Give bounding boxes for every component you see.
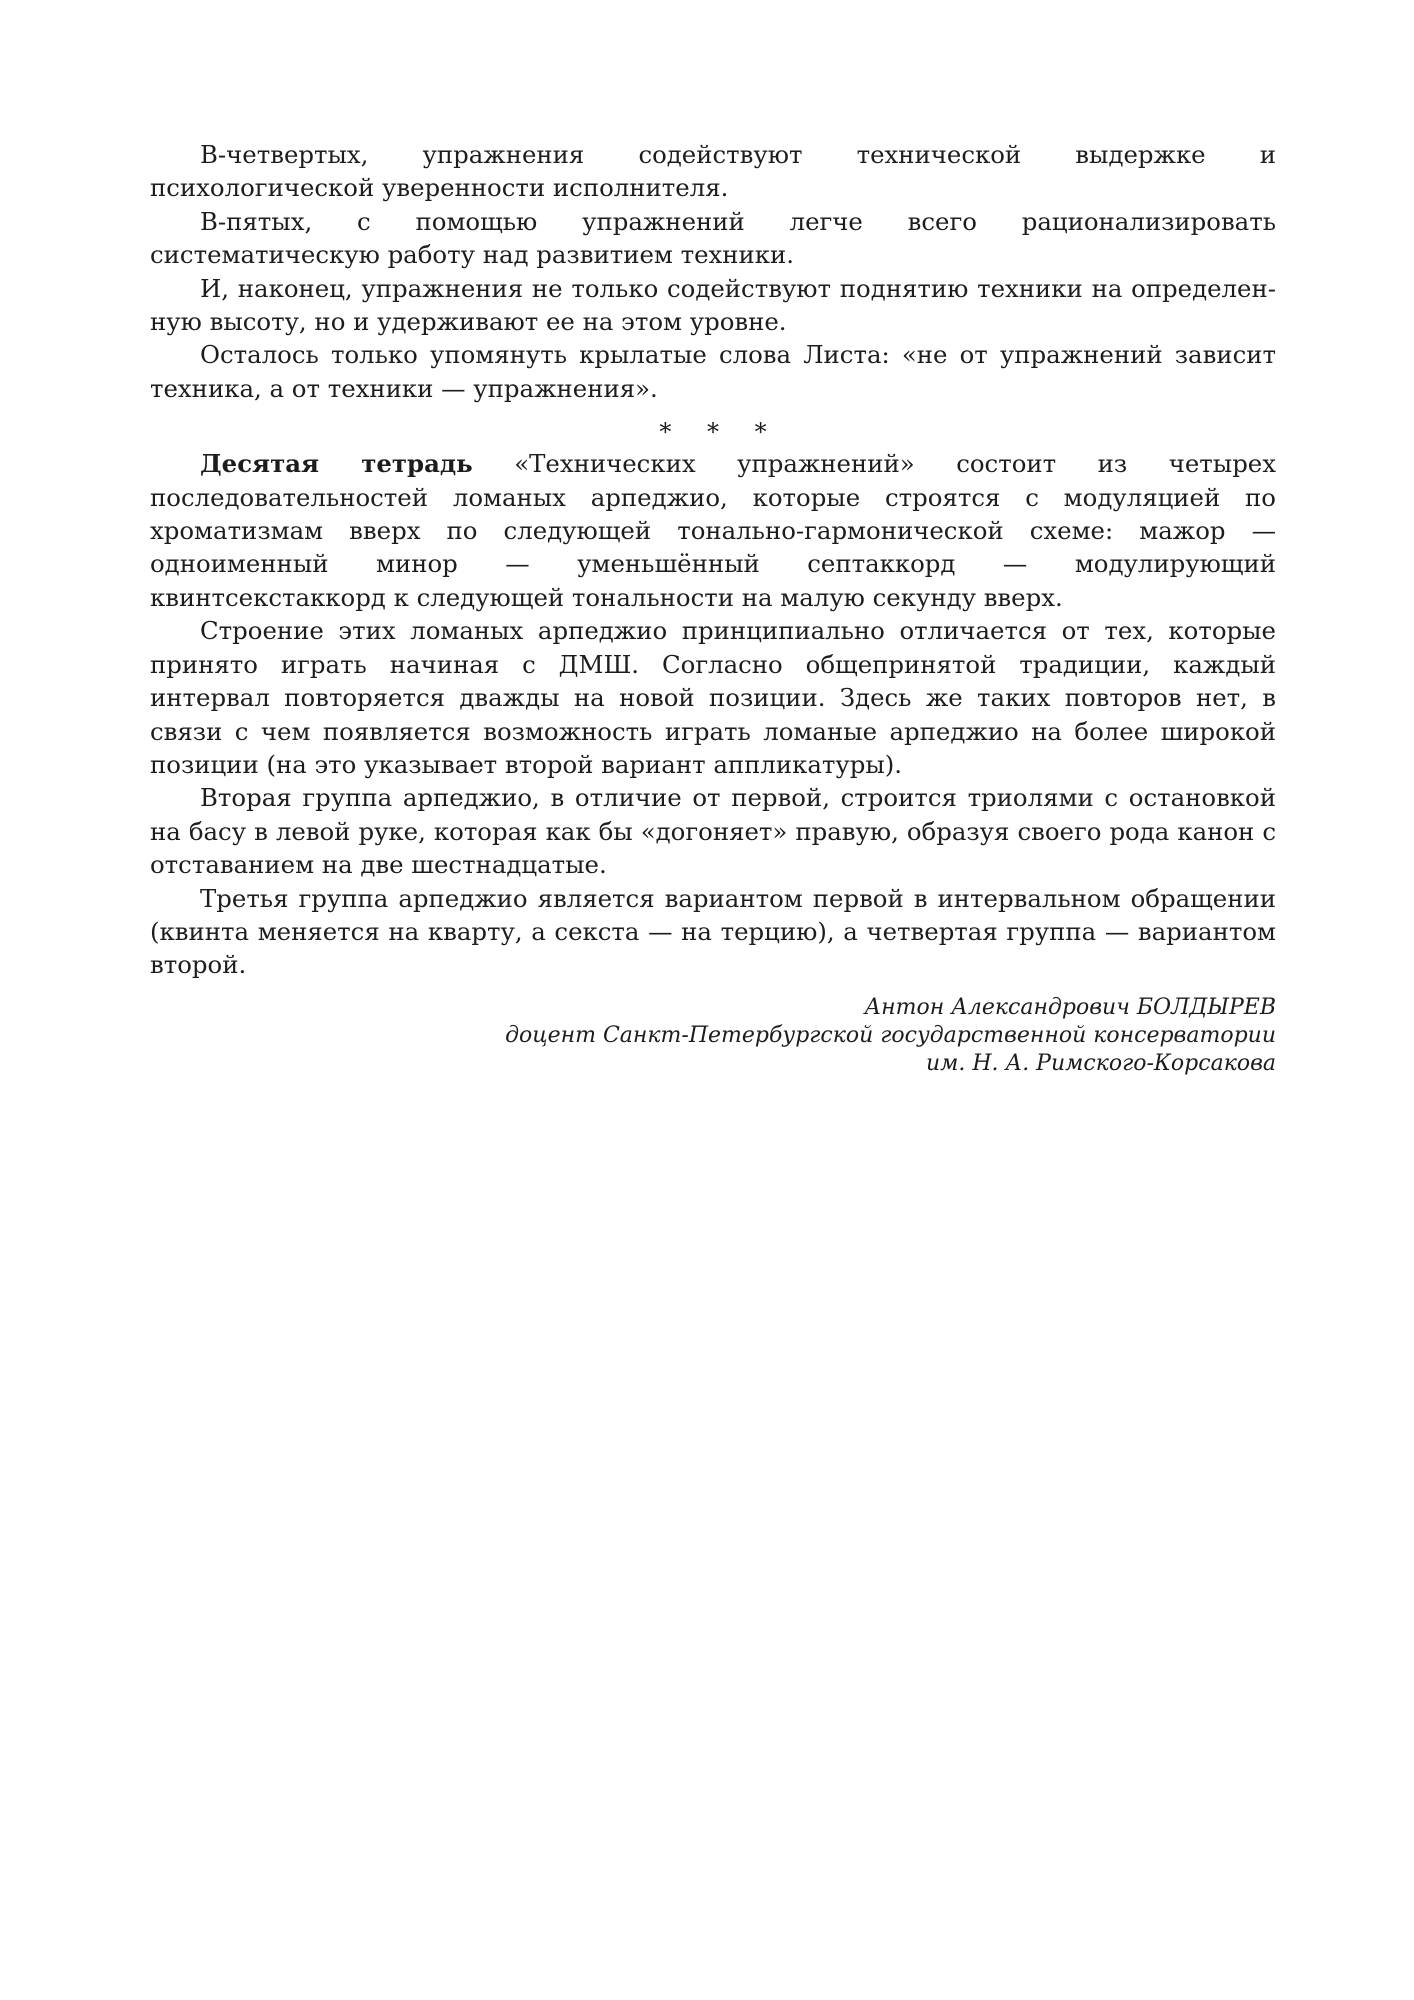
author-position: доцент Санкт-Петербургской государственной консерватории	[505, 1022, 1276, 1048]
paragraph-third-group: Третья группа арпеджио является вариантом первой в интервальном обращении (квинта меняется на кварту, а секста — на терцию), а четвертая группа — вариантом второй.	[150, 883, 1276, 980]
paragraph-second-group: Вторая группа арпеджио, в отличие от первой, строится триолями с остановкой на басу в левой руке, которая как бы «догоняет» правую, образуя своего рода канон с отставанием на две шестнадцатые.	[150, 783, 1276, 880]
author-signature	[150, 994, 1276, 1078]
author-institution: им. Н. А. Римского-Корсакова	[925, 1050, 1276, 1076]
paragraph-fifth: В-пятых, с помощью упражнений легче всего рационализировать систематическую работу над развитием техники.	[150, 206, 1276, 270]
paragraph-structure: Строение этих ломаных арпеджио принципиально отличается от тех, которые принято играть начиная с ДМШ. Согласно общепринятой традиции, каждый интервал повторяется дважды на новой позиции. Здесь же таких повторов нет, в связи с чем появляется возможность играть ломаные арпеджио на более широкой позиции (на это указывает второй вариант аппликатуры).	[150, 616, 1276, 779]
paragraph-tenth-notebook	[150, 447, 1276, 614]
document-page	[150, 138, 1276, 1078]
tenth-notebook-text: «Технических упражнений» состоит из четырех последовательностей ломаных арпеджио, которые строятся с модуляцией по хроматизмам вверх по следующей тонально-гармонической схеме: мажор — одноименный минор — уменьшённый септаккорд — модулирующий квинтсекстаккорд к следующей тональности на малую секунду вверх.	[150, 449, 1276, 612]
tenth-notebook-bold-lead: Десятая тетрадь	[200, 449, 473, 479]
section-separator: * * *	[659, 418, 781, 447]
paragraph-liszt-quote: Осталось только упомянуть крылатые слова Листа: «не от упражнений зависит техника, а от техники — упражнения».	[150, 340, 1276, 403]
paragraph-finally: И, наконец, упражнения не только содействуют поднятию техники на определенную высоту, но и удерживают ее на этом уровне.	[150, 273, 1276, 337]
paragraph-fourth: В-четвертых, упражнения содействуют технической выдержке и психологической уверенности исполнителя.	[150, 140, 1276, 203]
author-name: Антон Александрович БОЛДЫРЕВ	[864, 994, 1276, 1020]
